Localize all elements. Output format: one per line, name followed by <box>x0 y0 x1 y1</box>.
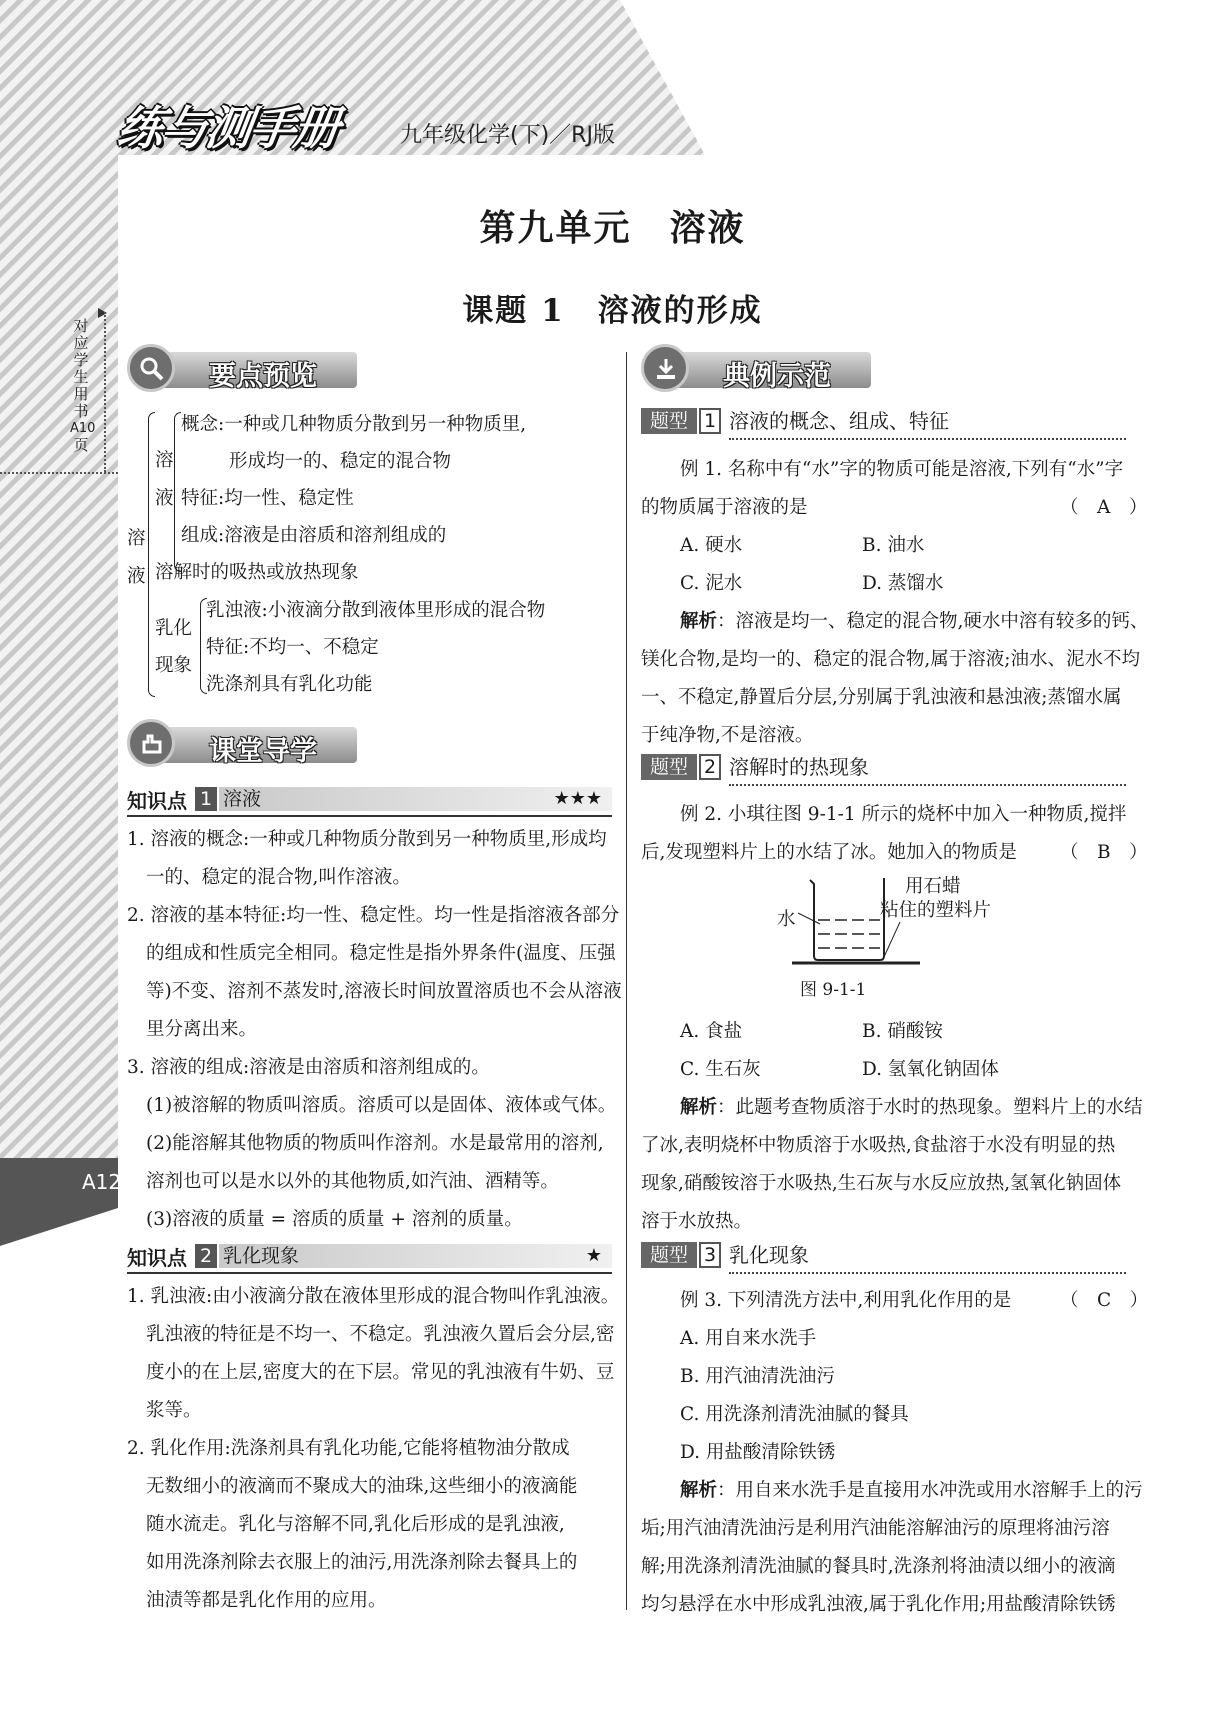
lesson-title: 课题 1 溶液的形成 <box>462 293 763 329</box>
question-type-2-header: 题型 2 溶解时的热现象 <box>641 752 1126 782</box>
fig-label-water: 水 <box>777 909 796 930</box>
page-number-tab: A12 <box>0 1158 118 1208</box>
magnifier-icon <box>127 344 175 392</box>
kp1-line: 里分离出来。 <box>146 1019 258 1040</box>
book-logo: 练与测手册 <box>113 101 342 155</box>
option: C. 生石灰 <box>680 1059 761 1080</box>
kp2-line: 浆等。 <box>146 1400 202 1421</box>
kp2-line: 乳浊液的特征是不均一、不稳定。乳浊液久置后会分层,密 <box>146 1324 615 1345</box>
knowledge-point-1-header: 知识点 1 溶液 ★★★ <box>127 785 612 817</box>
page-tab-corner <box>0 1208 118 1246</box>
option: A. 用自来水洗手 <box>680 1328 817 1349</box>
question-type-3-header: 题型 3 乳化现象 <box>641 1240 1126 1270</box>
kp1-line: 一的、稳定的混合物,叫作溶液。 <box>146 867 411 888</box>
kp1-line: 的组成和性质完全相同。稳定性是指外界条件(温度、压强 <box>146 943 616 964</box>
map-solution: 溶液 <box>155 450 174 509</box>
kp2-line: 2. 乳化作用:洗涤剂具有乳化功能,它能将植物油分散成 <box>127 1438 570 1459</box>
column-divider <box>626 352 627 1610</box>
map-feature: 特征:均一性、稳定性 <box>181 488 354 509</box>
kp1-line: 等)不变、溶剂不蒸发时,溶液长时间放置溶质也不会从溶液 <box>146 981 622 1002</box>
analysis-line: 于纯净物,不是溶液。 <box>641 725 814 746</box>
option: A. 硬水 <box>680 535 743 556</box>
kp2-line: 无数细小的液滴而不聚成大的油珠,这些细小的液滴能 <box>146 1476 578 1497</box>
kp2-line: 1. 乳浊液:由小液滴分散在液体里形成的混合物叫作乳浊液。 <box>127 1286 620 1307</box>
map-emulsify-b: 现象 <box>155 655 193 676</box>
map-composition: 组成:溶液是由溶质和溶剂组成的 <box>181 525 447 546</box>
option: D. 氢氧化钠固体 <box>862 1059 999 1080</box>
brace-root <box>148 412 155 697</box>
analysis-line: 解析：溶液是均一、稳定的混合物,硬水中溶有较多的钙、 <box>680 611 1149 632</box>
analysis-line: 均匀悬浮在水中形成乳浊液,属于乳化作用;用盐酸清除铁锈 <box>641 1594 1116 1615</box>
kp2-line: 油渍等都是乳化作用的应用。 <box>146 1590 387 1611</box>
analysis-line: 镁化合物,是均一的、稳定的混合物,属于溶液;油水、泥水不均 <box>641 649 1140 670</box>
analysis-line: 解析：此题考查物质溶于水时的热现象。塑料片上的水结 <box>680 1097 1143 1118</box>
kp1-line: 3. 溶液的组成:溶液是由溶质和溶剂组成的。 <box>127 1057 490 1078</box>
option: D. 用盐酸清除铁锈 <box>680 1442 836 1463</box>
analysis-line: 现象,硝酸铵溶于水吸热,生石灰与水反应放热,氢氧化钠固体 <box>641 1173 1122 1194</box>
kp1-line: (3)溶液的质量 = 溶质的质量 + 溶剂的质量。 <box>146 1209 523 1230</box>
kp1-line: 2. 溶液的基本特征:均一性、稳定性。均一性是指溶液各部分 <box>127 905 620 926</box>
map-concept-1: 概念:一种或几种物质分散到另一种物质里, <box>181 414 527 435</box>
example-2-question: 例 2. 小琪往图 9-1-1 所示的烧杯中加入一种物质,搅拌 <box>680 804 1127 825</box>
option: B. 油水 <box>862 535 925 556</box>
example-3-question: 例 3. 下列清洗方法中,利用乳化作用的是 <box>680 1290 1012 1311</box>
side-divider <box>104 312 106 472</box>
option: A. 食盐 <box>680 1021 743 1042</box>
kp2-line: 随水流走。乳化与溶解不同,乳化后形成的是乳浊液, <box>146 1514 565 1535</box>
section-examples-banner: 典例示范 <box>641 348 881 392</box>
beaker-figure <box>780 872 1000 972</box>
map-emul-1: 乳浊液:小液滴分散到液体里形成的混合物 <box>206 600 546 621</box>
kp1-line: (2)能溶解其他物质的物质叫作溶剂。水是最常用的溶剂, <box>146 1133 604 1154</box>
option: D. 蒸馏水 <box>862 573 944 594</box>
map-heat: 溶解时的吸热或放热现象 <box>155 562 359 583</box>
fig-label: 用石蜡 <box>905 876 961 897</box>
map-emul-2: 特征:不均一、不稳定 <box>206 637 379 658</box>
example-2-question: 后,发现塑料片上的水结了冰。她加入的物质是 <box>641 842 1017 863</box>
map-emulsify-a: 乳化 <box>155 618 193 639</box>
section-preview-banner: 要点预览 <box>127 348 367 392</box>
map-concept-2: 形成均一的、稳定的混合物 <box>229 451 452 472</box>
analysis-line: 垢;用汽油清洗油污是利用汽油能溶解油污的原理将油污溶 <box>641 1518 1110 1539</box>
side-reference: 对 应 学 生 用 书 A10 页 <box>70 317 96 454</box>
map-emul-3: 洗涤剂具有乳化功能 <box>206 674 373 695</box>
example-1-answer: （ A ） <box>1060 497 1148 518</box>
kp1-line: (1)被溶解的物质叫溶质。溶质可以是固体、液体或气体。 <box>146 1095 617 1116</box>
unit-title: 第九单元 溶液 <box>479 207 746 249</box>
option: B. 用汽油清洗油污 <box>680 1366 835 1387</box>
kp2-line: 度小的在上层,密度大的在下层。常见的乳浊液有牛奶、豆 <box>146 1362 615 1383</box>
kp1-line: 1. 溶液的概念:一种或几种物质分散到另一种物质里,形成均 <box>127 829 607 850</box>
analysis-line: 解;用洗涤剂清洗油腻的餐具时,洗涤剂将油渍以细小的液滴 <box>641 1556 1116 1577</box>
option: B. 硝酸铵 <box>862 1021 943 1042</box>
example-1-question: 的物质属于溶液的是 <box>641 497 808 518</box>
fig-label: 粘住的塑料片 <box>880 900 992 921</box>
download-icon <box>641 344 689 392</box>
figure-caption: 图 9-1-1 <box>800 980 867 1000</box>
option: C. 泥水 <box>680 573 743 594</box>
book-subtitle: 九年级化学(下)／RJ版 <box>400 123 615 148</box>
brace-solution <box>174 412 181 572</box>
kp2-line: 如用洗涤剂除去衣服上的油污,用洗涤剂除去餐具上的 <box>146 1552 578 1573</box>
example-1-question: 例 1. 名称中有“水”字的物质可能是溶液,下列有“水”字 <box>680 459 1124 480</box>
analysis-line: 一、不稳定,静置后分层,分别属于乳浊液和悬浊液;蒸馏水属 <box>641 687 1122 708</box>
option: C. 用洗涤剂清洗油腻的餐具 <box>680 1404 909 1425</box>
example-2-answer: （ B ） <box>1060 842 1148 863</box>
question-type-1-header: 题型 1 溶液的概念、组成、特征 <box>641 406 1126 436</box>
section-guide-banner: 课堂导学 <box>127 723 367 767</box>
analysis-line: 了冰,表明烧杯中物质溶于水吸热,食盐溶于水没有明显的热 <box>641 1135 1116 1156</box>
analysis-line: 溶于水放热。 <box>641 1211 753 1232</box>
example-3-answer: （ C ） <box>1060 1290 1149 1311</box>
difficulty-stars: ★ <box>585 1245 602 1266</box>
kp1-line: 溶剂也可以是水以外的其他物质,如汽油、酒精等。 <box>146 1171 559 1192</box>
analysis-line: 解析：用自来水洗手是直接用水冲洗或用水溶解手上的污 <box>680 1480 1143 1501</box>
side-dotted-line <box>0 472 118 474</box>
knowledge-point-2-header: 知识点 2 乳化现象 ★ <box>127 1242 612 1274</box>
difficulty-stars: ★★★ <box>553 788 602 809</box>
hand-icon <box>127 719 175 767</box>
map-root: 溶液 <box>127 528 146 587</box>
